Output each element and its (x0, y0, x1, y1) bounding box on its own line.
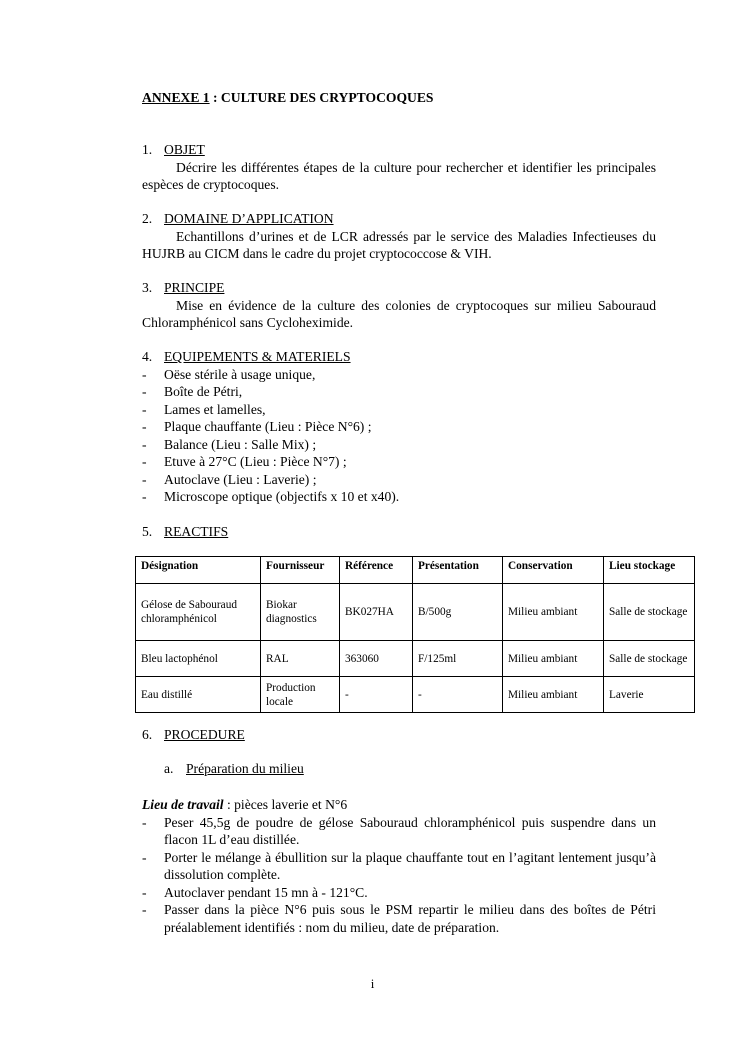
table-cell: Laverie (604, 677, 695, 713)
section-heading: 3. PRINCIPE (142, 280, 225, 295)
section-equipements (142, 348, 656, 506)
title-text: : CULTURE DES CRYPTOCOQUES (209, 90, 434, 105)
table-row (136, 584, 695, 641)
table-cell: B/500g (413, 584, 503, 641)
table-cell: F/125ml (413, 641, 503, 677)
heading-reactifs: REACTIFS (164, 524, 229, 539)
column-header: Présentation (413, 557, 503, 584)
section-heading: 2. DOMAINE D’APPLICATION (142, 211, 334, 226)
table-row (136, 641, 695, 677)
table-cell: Milieu ambiant (503, 584, 604, 641)
table-cell: BK027HA (340, 584, 413, 641)
section-heading: 1. OBJET (142, 142, 205, 157)
list-item: - Microscope optique (objectifs x 10 et x40). (142, 488, 656, 506)
heading-procedure: PROCEDURE (164, 727, 245, 742)
title-annex-label: ANNEXE 1 (142, 90, 210, 105)
list-item: - Autoclaver pendant 15 mn à - 121°C. (142, 884, 656, 902)
paragraph-domaine: Echantillons d’urines et de LCR adressés par le service des Maladies Infectieuses du HUJRB au CICM dans le cadre du projet cryptococcose & VIH. (142, 228, 656, 261)
column-header: Désignation (136, 557, 261, 584)
list-item: - Balance (Lieu : Salle Mix) ; (142, 436, 656, 454)
table-cell: Biokar diagnostics (261, 584, 340, 641)
list-item: - Oëse stérile à usage unique, (142, 366, 656, 384)
section-objet (142, 141, 656, 194)
heading-domaine: DOMAINE D’APPLICATION (164, 211, 334, 226)
column-header: Fournisseur (261, 557, 340, 584)
table-cell: Gélose de Sabouraud chloramphénicol (136, 584, 261, 641)
column-header: Lieu stockage (604, 557, 695, 584)
page-title (142, 89, 433, 107)
table-cell: - (340, 677, 413, 713)
work-location (142, 796, 656, 814)
reagents-table (135, 556, 695, 713)
section-reactifs (142, 523, 656, 541)
section-domaine (142, 210, 656, 263)
table-cell: RAL (261, 641, 340, 677)
list-item: - Plaque chauffante (Lieu : Pièce N°6) ; (142, 418, 656, 436)
section-heading: 5. REACTIFS (142, 524, 229, 539)
list-item: - Autoclave (Lieu : Laverie) ; (142, 471, 656, 489)
equipment-list (142, 366, 656, 506)
subsection-heading: a. Préparation du milieu (164, 761, 304, 776)
table-cell: - (413, 677, 503, 713)
list-item: - Porter le mélange à ébullition sur la plaque chauffante tout en l’agitant lentement jusqu’à dissolution complète. (142, 849, 656, 884)
table-cell: Eau distillé (136, 677, 261, 713)
table-cell: 363060 (340, 641, 413, 677)
column-header: Référence (340, 557, 413, 584)
page-number: i (370, 976, 375, 991)
list-item: - Passer dans la pièce N°6 puis sous le PSM repartir le milieu dans des boîtes de Pétri préalablement identifiés : nom du milieu, date de préparation. (142, 901, 656, 936)
heading-equipements: EQUIPEMENTS & MATERIELS (164, 349, 351, 364)
table-header-row (136, 557, 695, 584)
work-location-text: : pièces laverie et N°6 (223, 797, 348, 812)
heading-principe: PRINCIPE (164, 280, 225, 295)
table-cell: Milieu ambiant (503, 641, 604, 677)
procedure-steps (142, 814, 656, 937)
list-item: - Lames et lamelles, (142, 401, 656, 419)
table-cell: Production locale (261, 677, 340, 713)
list-item: - Peser 45,5g de poudre de gélose Sabouraud chloramphénicol puis suspendre dans un flacon 1L d’eau distillée. (142, 814, 656, 849)
section-heading: 4. EQUIPEMENTS & MATERIELS (142, 349, 351, 364)
work-location-label: Lieu de travail (142, 797, 224, 812)
paragraph-objet: Décrire les différentes étapes de la culture pour rechercher et identifier les principales espèces de cryptocoques. (142, 159, 656, 192)
procedure-body (142, 796, 656, 936)
section-heading: 6. PROCEDURE (142, 727, 245, 742)
table-cell: Salle de stockage (604, 641, 695, 677)
table-row (136, 677, 695, 713)
section-procedure (142, 726, 656, 744)
column-header: Conservation (503, 557, 604, 584)
list-item: - Etuve à 27°C (Lieu : Pièce N°7) ; (142, 453, 656, 471)
table-cell: Salle de stockage (604, 584, 695, 641)
section-principe (142, 279, 656, 332)
heading-preparation: Préparation du milieu (186, 761, 304, 776)
paragraph-principe: Mise en évidence de la culture des colonies de cryptocoques sur milieu Sabouraud Chloramphénicol sans Cycloheximide. (142, 297, 656, 330)
list-item: - Boîte de Pétri, (142, 383, 656, 401)
heading-objet: OBJET (164, 142, 205, 157)
table-cell: Milieu ambiant (503, 677, 604, 713)
table-cell: Bleu lactophénol (136, 641, 261, 677)
